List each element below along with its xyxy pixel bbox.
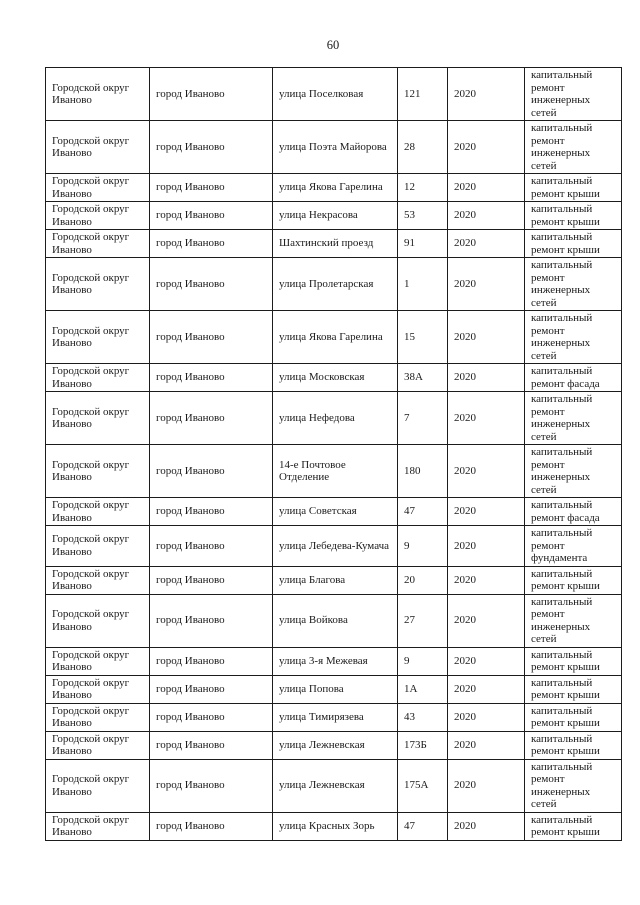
cell-repair: капитальный ремонт инженерных сетей	[525, 392, 622, 445]
cell-city: город Иваново	[150, 647, 273, 675]
table-row	[46, 566, 622, 594]
page-number: 60	[326, 38, 340, 52]
cell-street: улица Якова Гарелина	[273, 311, 398, 364]
cell-district: Городской округ Иваново	[46, 230, 150, 258]
cell-house: 12	[398, 174, 448, 202]
cell-repair: капитальный ремонт инженерных сетей	[525, 68, 622, 121]
cell-house: 180	[398, 445, 448, 498]
cell-year: 2020	[448, 364, 525, 392]
cell-district: Городской округ Иваново	[46, 445, 150, 498]
cell-district: Городской округ Иваново	[46, 526, 150, 567]
table-body	[46, 68, 622, 841]
cell-year: 2020	[448, 731, 525, 759]
cell-year: 2020	[448, 258, 525, 311]
table-row	[46, 258, 622, 311]
table-row	[46, 526, 622, 567]
cell-street: улица Нефедова	[273, 392, 398, 445]
cell-city: город Иваново	[150, 731, 273, 759]
cell-year: 2020	[448, 759, 525, 812]
cell-year: 2020	[448, 498, 525, 526]
cell-year: 2020	[448, 647, 525, 675]
table-row	[46, 647, 622, 675]
cell-house: 47	[398, 812, 448, 840]
cell-year: 2020	[448, 202, 525, 230]
cell-repair: капитальный ремонт крыши	[525, 174, 622, 202]
cell-city: город Иваново	[150, 594, 273, 647]
cell-street: улица Якова Гарелина	[273, 174, 398, 202]
cell-house: 47	[398, 498, 448, 526]
cell-year: 2020	[448, 703, 525, 731]
cell-street: улица Поселковая	[273, 68, 398, 121]
capital-repairs-table	[45, 67, 622, 841]
cell-district: Городской округ Иваново	[46, 759, 150, 812]
cell-year: 2020	[448, 445, 525, 498]
cell-city: город Иваново	[150, 364, 273, 392]
cell-repair: капитальный ремонт фасада	[525, 364, 622, 392]
table-row	[46, 445, 622, 498]
cell-year: 2020	[448, 311, 525, 364]
table-row	[46, 230, 622, 258]
cell-year: 2020	[448, 812, 525, 840]
cell-district: Городской округ Иваново	[46, 258, 150, 311]
cell-city: город Иваново	[150, 759, 273, 812]
table-row	[46, 594, 622, 647]
table-row	[46, 68, 622, 121]
cell-city: город Иваново	[150, 174, 273, 202]
cell-repair: капитальный ремонт крыши	[525, 566, 622, 594]
cell-street: улица Лежневская	[273, 759, 398, 812]
cell-house: 7	[398, 392, 448, 445]
cell-house: 175А	[398, 759, 448, 812]
cell-house: 27	[398, 594, 448, 647]
cell-house: 28	[398, 121, 448, 174]
cell-street: улица Тимирязева	[273, 703, 398, 731]
cell-repair: капитальный ремонт фасада	[525, 498, 622, 526]
cell-house: 9	[398, 526, 448, 567]
cell-repair: капитальный ремонт крыши	[525, 647, 622, 675]
cell-repair: капитальный ремонт крыши	[525, 812, 622, 840]
cell-street: Шахтинский проезд	[273, 230, 398, 258]
cell-repair: капитальный ремонт фундамента	[525, 526, 622, 567]
cell-repair: капитальный ремонт инженерных сетей	[525, 445, 622, 498]
cell-district: Городской округ Иваново	[46, 364, 150, 392]
table-row	[46, 392, 622, 445]
cell-city: город Иваново	[150, 311, 273, 364]
cell-street: улица Пролетарская	[273, 258, 398, 311]
table-row	[46, 121, 622, 174]
cell-district: Городской округ Иваново	[46, 174, 150, 202]
cell-year: 2020	[448, 68, 525, 121]
cell-city: город Иваново	[150, 498, 273, 526]
table-row	[46, 731, 622, 759]
cell-city: город Иваново	[150, 121, 273, 174]
cell-street: улица Лежневская	[273, 731, 398, 759]
cell-city: город Иваново	[150, 230, 273, 258]
cell-city: город Иваново	[150, 526, 273, 567]
cell-repair: капитальный ремонт крыши	[525, 202, 622, 230]
table-row	[46, 174, 622, 202]
table-row	[46, 812, 622, 840]
table-row	[46, 498, 622, 526]
cell-city: город Иваново	[150, 566, 273, 594]
cell-house: 15	[398, 311, 448, 364]
cell-repair: капитальный ремонт крыши	[525, 703, 622, 731]
cell-city: город Иваново	[150, 675, 273, 703]
cell-repair: капитальный ремонт крыши	[525, 731, 622, 759]
cell-street: улица Некрасова	[273, 202, 398, 230]
cell-city: город Иваново	[150, 258, 273, 311]
cell-repair: капитальный ремонт инженерных сетей	[525, 258, 622, 311]
cell-house: 173Б	[398, 731, 448, 759]
cell-house: 43	[398, 703, 448, 731]
cell-district: Городской округ Иваново	[46, 311, 150, 364]
cell-year: 2020	[448, 526, 525, 567]
table-row	[46, 759, 622, 812]
cell-repair: капитальный ремонт инженерных сетей	[525, 121, 622, 174]
cell-street: улица Лебедева-Кумача	[273, 526, 398, 567]
cell-street: улица Благова	[273, 566, 398, 594]
cell-city: город Иваново	[150, 703, 273, 731]
cell-district: Городской округ Иваново	[46, 703, 150, 731]
cell-district: Городской округ Иваново	[46, 675, 150, 703]
cell-year: 2020	[448, 121, 525, 174]
cell-street: улица Советская	[273, 498, 398, 526]
cell-repair: капитальный ремонт инженерных сетей	[525, 594, 622, 647]
cell-district: Городской округ Иваново	[46, 647, 150, 675]
cell-house: 121	[398, 68, 448, 121]
cell-house: 20	[398, 566, 448, 594]
cell-repair: капитальный ремонт инженерных сетей	[525, 759, 622, 812]
cell-district: Городской округ Иваново	[46, 812, 150, 840]
cell-street: 14-е Почтовое Отделение	[273, 445, 398, 498]
cell-year: 2020	[448, 174, 525, 202]
cell-district: Городской округ Иваново	[46, 594, 150, 647]
cell-district: Городской округ Иваново	[46, 68, 150, 121]
cell-city: город Иваново	[150, 445, 273, 498]
cell-house: 38А	[398, 364, 448, 392]
cell-house: 1А	[398, 675, 448, 703]
cell-year: 2020	[448, 594, 525, 647]
cell-street: улица Московская	[273, 364, 398, 392]
cell-year: 2020	[448, 230, 525, 258]
cell-street: улица Войкова	[273, 594, 398, 647]
cell-repair: капитальный ремонт инженерных сетей	[525, 311, 622, 364]
table-row	[46, 202, 622, 230]
cell-district: Городской округ Иваново	[46, 202, 150, 230]
table-row	[46, 364, 622, 392]
table-row	[46, 311, 622, 364]
cell-street: улица Попова	[273, 675, 398, 703]
cell-house: 9	[398, 647, 448, 675]
cell-district: Городской округ Иваново	[46, 731, 150, 759]
cell-year: 2020	[448, 566, 525, 594]
cell-house: 53	[398, 202, 448, 230]
cell-district: Городской округ Иваново	[46, 392, 150, 445]
cell-district: Городской округ Иваново	[46, 121, 150, 174]
cell-year: 2020	[448, 392, 525, 445]
table-row	[46, 675, 622, 703]
cell-city: город Иваново	[150, 392, 273, 445]
cell-street: улица Поэта Майорова	[273, 121, 398, 174]
cell-district: Городской округ Иваново	[46, 498, 150, 526]
cell-street: улица Красных Зорь	[273, 812, 398, 840]
cell-district: Городской округ Иваново	[46, 566, 150, 594]
cell-house: 91	[398, 230, 448, 258]
table-row	[46, 703, 622, 731]
cell-repair: капитальный ремонт крыши	[525, 675, 622, 703]
cell-city: город Иваново	[150, 812, 273, 840]
cell-city: город Иваново	[150, 202, 273, 230]
cell-year: 2020	[448, 675, 525, 703]
cell-house: 1	[398, 258, 448, 311]
cell-street: улица 3-я Межевая	[273, 647, 398, 675]
cell-repair: капитальный ремонт крыши	[525, 230, 622, 258]
cell-city: город Иваново	[150, 68, 273, 121]
